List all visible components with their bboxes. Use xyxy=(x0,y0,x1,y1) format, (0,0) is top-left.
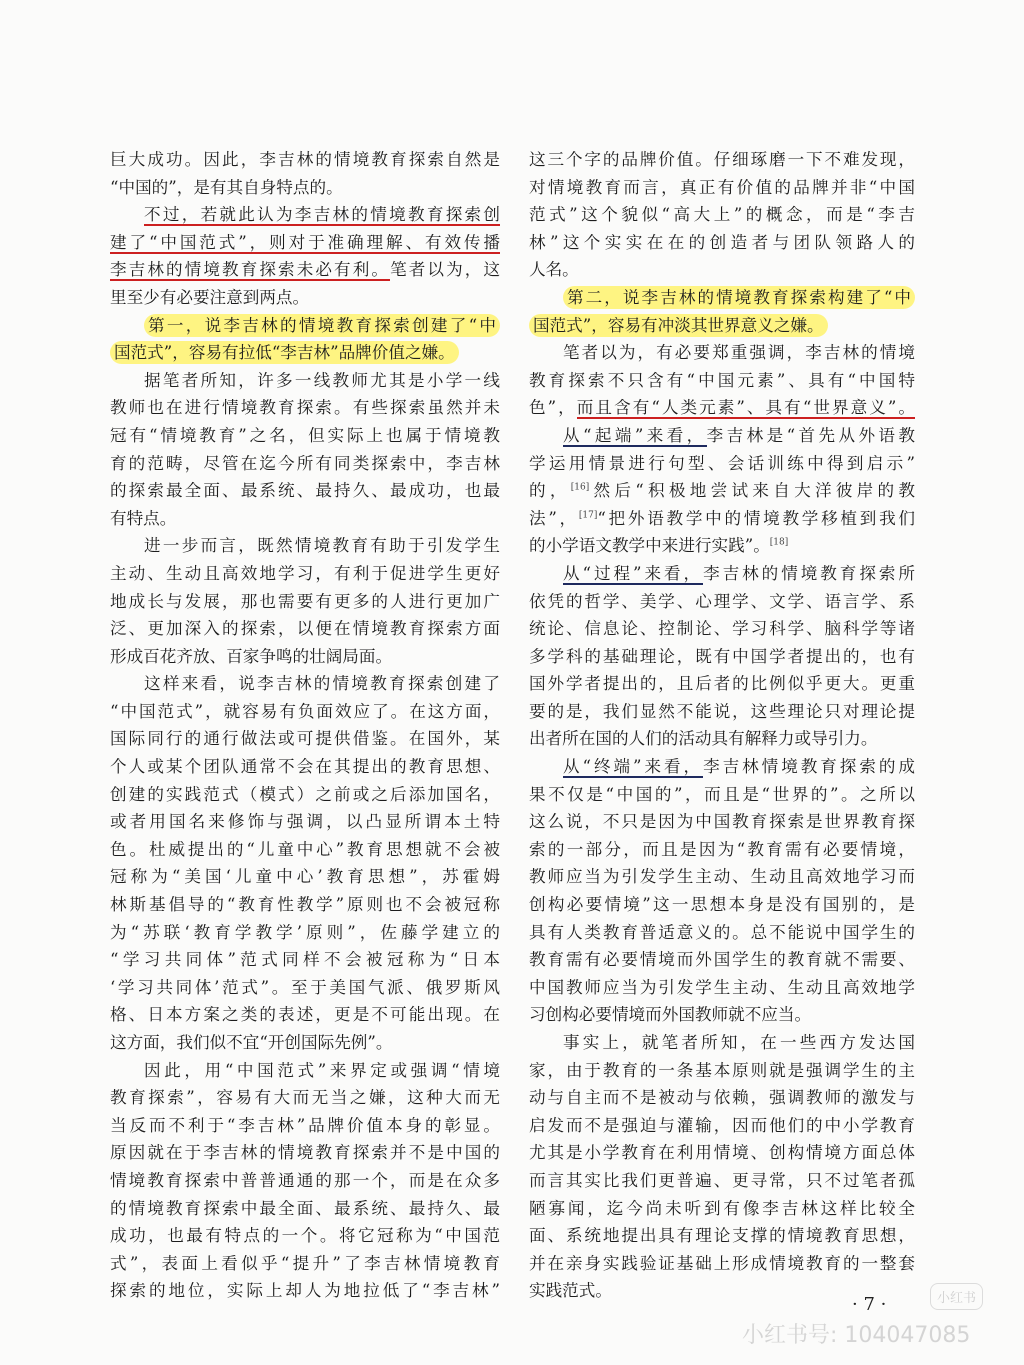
underlined-text: 从“起端”来看， xyxy=(563,425,707,445)
underlined-text: 李吉林的情境教育探索未必有利。 xyxy=(110,260,391,280)
text-run: 进一步而言，既然情境教育有助于引发学生 xyxy=(144,536,500,556)
underlined-text: 建了“中国范式”，则对于准确理解、有效传播 xyxy=(110,232,500,252)
text-line xyxy=(529,615,915,643)
text-run: 色”， xyxy=(529,398,577,418)
text-run: 有特点。 xyxy=(110,508,177,528)
text-line xyxy=(110,146,500,174)
text-line xyxy=(529,174,915,202)
text-line xyxy=(110,698,500,726)
text-run: 出者所在国的人们的活动具有解释力或导引力。 xyxy=(529,729,878,749)
text-line xyxy=(529,725,915,753)
text-line xyxy=(110,836,500,864)
text-run: 这样来看，说李吉林的情境教育探索创建了 xyxy=(144,674,500,694)
citation-marker: [18] xyxy=(769,537,789,548)
highlighted-text: 第一，说李吉林的情境教育探索创建了“中 xyxy=(144,314,500,337)
text-run: 主动、生动且高效地学习，有利于促进学生更好 xyxy=(110,563,500,583)
text-run: 的探索最全面、最系统、最持久、最成功，也最 xyxy=(110,481,500,501)
text-run: 并在亲身实践验证基础上形成情境教育的一整套 xyxy=(529,1253,915,1273)
watermark: 小红书号: 104047085 xyxy=(742,1323,971,1348)
text-run: 学运用情景进行句型、会话训练中得到启示” xyxy=(529,453,915,473)
text-run: 或者用国名来修饰与强调，以凸显所谓本土特 xyxy=(110,812,500,832)
text-line xyxy=(110,946,500,974)
text-line xyxy=(110,588,500,616)
text-run: 教育探索”，容易有大而无当之嫌，这种大而无 xyxy=(110,1088,500,1108)
text-line xyxy=(529,1222,915,1250)
text-line xyxy=(110,394,500,422)
text-line xyxy=(529,1139,915,1167)
text-run: 教师也在进行情境教育探索。有些探索虽然并未 xyxy=(110,398,500,418)
text-line xyxy=(529,394,915,422)
text-run: 成功，也最有特点的一个。将它冠称为“中国范 xyxy=(110,1226,500,1246)
text-run: 的， xyxy=(529,481,571,501)
text-run: 冠有“情境教育”之名，但实际上也属于情境教 xyxy=(110,425,500,445)
text-run: 中国教师应当为引发学生主动、生动且高效地学 xyxy=(529,977,915,997)
text-line xyxy=(529,367,915,395)
text-run: 这三个字的品牌价值。仔细琢磨一下不难发现， xyxy=(529,150,915,169)
text-run: 李吉林情境教育探索的成 xyxy=(703,757,916,777)
text-run: 对情境教育而言，真正有价值的品牌并非“中国 xyxy=(529,177,915,197)
text-line xyxy=(529,1084,915,1112)
text-run: 泛、更加深入的探索，以便在情境教育探索方面 xyxy=(110,619,500,639)
text-line xyxy=(529,946,915,974)
page-number: · 7 · xyxy=(852,1294,887,1315)
text-run: 地成长与发展，那也需要有更多的人进行更加广 xyxy=(110,591,500,611)
text-line xyxy=(529,229,915,257)
text-line xyxy=(110,560,500,588)
text-line xyxy=(110,422,500,450)
text-line xyxy=(529,312,915,340)
text-run: 育的范畴，尽管在迄今所有同类探索中，李吉林 xyxy=(110,453,500,473)
text-run: 色。杜威提出的“儿童中心”教育思想就不会被 xyxy=(110,839,500,859)
text-run: 教育需有必要情境而外国学生的教育就不需要、 xyxy=(529,950,915,970)
text-run: ‘学习共同体’范式”。至于美国气派、俄罗斯风 xyxy=(110,977,500,997)
text-run: 然后“积极地尝试来自大洋彼岸的教 xyxy=(589,481,916,501)
text-run: 形成百花齐放、百家争鸣的壮阔局面。 xyxy=(110,646,393,666)
text-line xyxy=(529,146,915,174)
right-column xyxy=(529,146,915,1305)
text-run: 具有人类教育普适意义的。总不能说中国学生的 xyxy=(529,922,915,942)
text-line xyxy=(529,450,915,478)
text-line xyxy=(529,863,915,891)
text-run: 的小学语文教学中来进行实践”。 xyxy=(529,536,770,556)
text-line xyxy=(529,836,915,864)
text-line xyxy=(110,1167,500,1195)
text-line xyxy=(529,1001,915,1029)
text-line xyxy=(529,919,915,947)
text-line xyxy=(110,974,500,1002)
underlined-text: 不过，若就此认为李吉林的情境教育探索创 xyxy=(144,205,500,225)
text-run: 当反而不利于“李吉林”品牌价值本身的彰显。 xyxy=(110,1115,500,1135)
text-line xyxy=(529,753,915,781)
highlighted-text: 国范式”，容易有冲淡其世界意义之嫌。 xyxy=(529,314,828,337)
text-line xyxy=(110,863,500,891)
text-line xyxy=(110,808,500,836)
text-run: 个人或某个团队通常不会在其提出的教育思想、 xyxy=(110,757,500,777)
text-line xyxy=(529,560,915,588)
text-line xyxy=(110,1250,500,1278)
text-run: 尤其是小学教育在利用情境、创构情境方面总体 xyxy=(529,1143,915,1163)
text-run: “学习共同体”范式同样不会被冠称为“日本 xyxy=(110,950,500,970)
text-line xyxy=(110,477,500,505)
text-line xyxy=(110,615,500,643)
text-line xyxy=(110,367,500,395)
text-line xyxy=(529,698,915,726)
text-line xyxy=(529,1195,915,1223)
text-run: 情境教育探索中普普通通的那一个，而是在众多 xyxy=(110,1170,500,1190)
text-line xyxy=(529,588,915,616)
text-line xyxy=(110,532,500,560)
text-run: 家，由于教育的一条基本原则就是强调学生的主 xyxy=(529,1060,915,1080)
text-line xyxy=(110,256,500,284)
text-run: 教育探索不只含有“中国元素”、具有“中国特 xyxy=(529,370,915,390)
text-line xyxy=(110,174,500,202)
text-line xyxy=(110,1139,500,1167)
text-line xyxy=(110,505,500,533)
text-line xyxy=(529,422,915,450)
text-run: 李吉林的情境教育探索所 xyxy=(703,563,916,583)
text-line xyxy=(110,339,500,367)
text-line xyxy=(529,256,915,284)
text-run: 面、系统地提出具有理论支撑的情境教育思想， xyxy=(529,1226,915,1246)
text-run: 依凭的哲学、美学、心理学、文学、语言学、系 xyxy=(529,591,915,611)
text-line xyxy=(529,1167,915,1195)
text-run: 实践范式。 xyxy=(529,1281,612,1301)
text-run: 原因就在于李吉林的情境教育探索并不是中国的 xyxy=(110,1143,500,1163)
text-line xyxy=(529,477,915,505)
text-line xyxy=(110,229,500,257)
text-run: 教师应当为引发学生主动、生动且高效地学习而 xyxy=(529,867,915,887)
highlighted-text: 第二，说李吉林的情境教育探索构建了“中 xyxy=(563,286,915,309)
text-line xyxy=(110,284,500,312)
text-run: 要的是，我们显然不能说，这些理论只对理论提 xyxy=(529,701,915,721)
text-run: 法”， xyxy=(529,508,579,528)
watermark-logo: 小红书 xyxy=(930,1283,983,1310)
text-line xyxy=(110,891,500,919)
text-run: 探索的地位，实际上却人为地拉低了“李吉林” xyxy=(110,1281,500,1301)
text-run: 李吉林是“首先从外语教 xyxy=(706,425,916,445)
text-run: 事实上，就笔者所知，在一些西方发达国 xyxy=(563,1033,915,1052)
text-run: 格、日本方案之类的表述，更是不可能出现。在 xyxy=(110,1005,500,1025)
text-run: 习创构必要情境而外国教师就不应当。 xyxy=(529,1005,812,1025)
text-line xyxy=(529,1112,915,1140)
text-line xyxy=(529,670,915,698)
text-line xyxy=(110,725,500,753)
text-line xyxy=(529,891,915,919)
text-run: 式”，表面上看似乎“提升”了李吉林情境教育 xyxy=(110,1253,500,1273)
text-line xyxy=(529,781,915,809)
text-line xyxy=(529,1029,915,1057)
text-run: 范式”这个貌似“高大上”的概念，而是“李吉 xyxy=(529,205,915,225)
text-run: 据笔者所知，许多一线教师尤其是小学一线 xyxy=(144,370,500,390)
text-run: 这么说，不只是因为中国教育探索是世界教育探 xyxy=(529,812,915,832)
highlighted-text: 国范式”，容易有拉低“李吉林”品牌价值之嫌。 xyxy=(110,341,459,364)
text-run: “把外语教学中的情境教学移植到我们 xyxy=(597,508,915,528)
text-run: 创构必要情境”这一思想本身是没有国别的，是 xyxy=(529,895,915,915)
text-run: 而言其实比我们更普遍、更寻常，只不过笔者孤 xyxy=(529,1170,915,1190)
text-run: 林”这个实实在在的创造者与团队领路人的 xyxy=(529,232,915,252)
text-line xyxy=(110,1112,500,1140)
text-line xyxy=(110,1029,500,1057)
text-line xyxy=(110,1001,500,1029)
text-run: “中国范式”，就容易有负面效应了。在这方面， xyxy=(110,701,500,721)
left-column xyxy=(110,146,500,1305)
underlined-text: 而且含有“人类元素”、具有“世界意义”。 xyxy=(576,398,915,418)
text-run: 多学科的基础理论，既有中国学者提出的，也有 xyxy=(529,646,915,666)
text-run: 国外学者提出的，且后者的比例似乎更大。更重 xyxy=(529,674,915,694)
text-line xyxy=(529,201,915,229)
text-line xyxy=(110,1084,500,1112)
citation-marker: [17] xyxy=(578,510,598,521)
text-run: 林斯基倡导的“教育性教学”原则也不会被冠称 xyxy=(110,895,500,915)
text-run: 笔者以为，这 xyxy=(390,260,501,280)
text-run: 启发而不是强迫与灌输，因而他们的中小学教育 xyxy=(529,1115,915,1135)
text-line xyxy=(529,643,915,671)
text-line xyxy=(110,781,500,809)
text-run: 国际同行的通行做法或可提供借鉴。在国外，某 xyxy=(110,729,500,749)
text-run: 为“苏联‘教育学教学’原则”，佐藤学建立的 xyxy=(110,922,500,942)
text-run: 陋寡闻，迄今尚未听到有像李吉林这样比较全 xyxy=(529,1198,915,1218)
text-line xyxy=(110,670,500,698)
text-run: 创建的实践范式（模式）之前或之后添加国名， xyxy=(110,784,500,804)
text-line xyxy=(110,312,500,340)
citation-marker: [16] xyxy=(570,482,590,493)
text-line xyxy=(110,1277,500,1305)
underlined-text: 从“过程”来看， xyxy=(563,563,704,583)
text-run: 人名。 xyxy=(529,260,579,280)
text-line xyxy=(110,1222,500,1250)
text-line xyxy=(529,1057,915,1085)
text-line xyxy=(529,284,915,312)
text-run: 动与自主而不是被动与依赖，强调教师的激发与 xyxy=(529,1088,915,1108)
text-run: “中国的”，是有其自身特点的。 xyxy=(110,177,343,197)
text-line xyxy=(529,339,915,367)
text-run: 冠称为“美国‘儿童中心’教育思想”，苏霍姆 xyxy=(110,867,500,887)
text-line xyxy=(110,919,500,947)
text-run: 的情境教育探索中最全面、最系统、最持久、最 xyxy=(110,1198,500,1218)
text-run: 这方面，我们似不宜“开创国际先例”。 xyxy=(110,1033,393,1052)
text-line xyxy=(529,808,915,836)
text-run: 索的一部分，而且是因为“教育需有必要情境， xyxy=(529,839,915,859)
text-run: 果不仅是“中国的”，而且是“世界的”。之所以 xyxy=(529,784,915,804)
text-line xyxy=(110,1057,500,1085)
text-line xyxy=(529,532,915,560)
text-run: 笔者以为，有必要郑重强调，李吉林的情境 xyxy=(563,343,915,363)
text-line xyxy=(110,753,500,781)
text-line xyxy=(529,1250,915,1278)
text-run: 里至少有必要注意到两点。 xyxy=(110,287,310,307)
text-line xyxy=(110,201,500,229)
text-line xyxy=(110,450,500,478)
underlined-text: 从“终端”来看， xyxy=(563,757,704,777)
text-run: 统论、信息论、控制论、学习科学、脑科学等诸 xyxy=(529,619,915,639)
text-line xyxy=(110,1195,500,1223)
text-run: 巨大成功。因此，李吉林的情境教育探索自然是 xyxy=(110,150,500,169)
text-line xyxy=(110,643,500,671)
text-run: 因此，用“中国范式”来界定或强调“情境 xyxy=(144,1060,500,1080)
text-line xyxy=(529,974,915,1002)
text-line xyxy=(529,505,915,533)
